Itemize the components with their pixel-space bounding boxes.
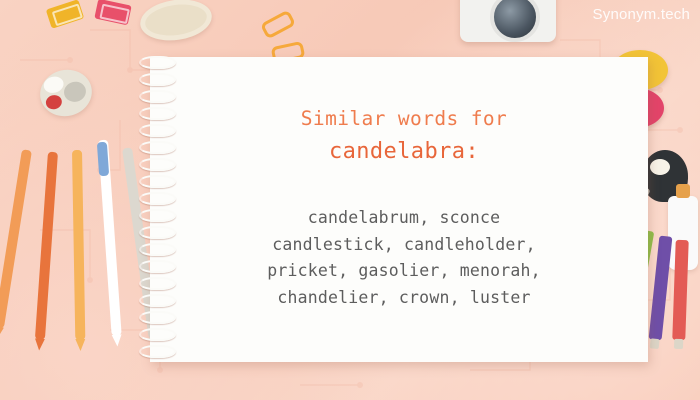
paint-blob-grey [62, 79, 88, 104]
washi-tape-roll [138, 0, 215, 45]
camera [460, 0, 556, 42]
paper-clip-1 [260, 9, 296, 39]
spiral-binding [139, 52, 173, 368]
synonym-line: pricket, gasolier, menorah, [267, 261, 541, 281]
synonym-line: chandelier, crown, luster [277, 288, 531, 308]
site-watermark: Synonym.tech [592, 6, 690, 23]
paint-blob-white [42, 75, 65, 95]
synonym-line: candlestick, candleholder, [272, 234, 536, 254]
paint-blob-red [44, 93, 63, 110]
paint-palette [35, 64, 97, 121]
notebook-content [150, 57, 648, 362]
bottle-cap [676, 184, 690, 198]
heading-word: candelabra: [328, 139, 480, 164]
pen-yellow [72, 150, 85, 340]
toucan-belly [650, 159, 670, 175]
synonym-line: candelabrum, sconce [307, 208, 501, 227]
heading-prefix: Similar words for [300, 107, 508, 130]
binder-clip-yellow [46, 0, 85, 29]
camera-lens-icon [490, 0, 540, 42]
marker-purple [649, 236, 673, 341]
pen-orange-1 [0, 149, 32, 328]
pen-orange-2 [35, 152, 58, 340]
marker-tip [650, 338, 660, 349]
binder-clip-pink [94, 0, 131, 25]
notebook-page [150, 57, 648, 362]
marker-tip [674, 339, 683, 349]
marker-red [672, 240, 688, 340]
synonym-list [190, 205, 618, 312]
